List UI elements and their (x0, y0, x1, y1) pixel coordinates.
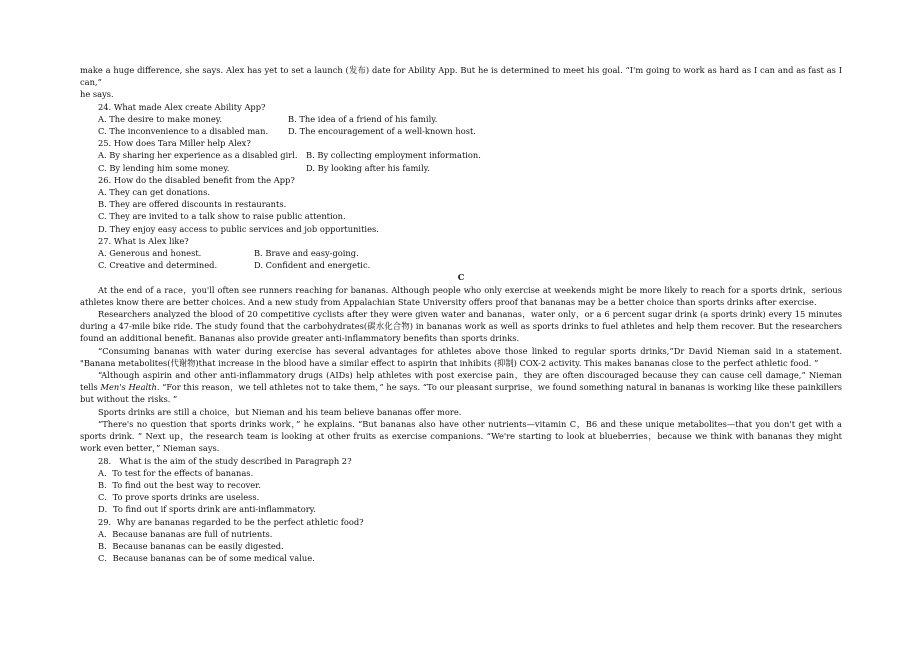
option: A．To test for the effects of bananas. (98, 467, 254, 478)
question-29: 29．Why are bananas regarded to be the perfect athletic food? (98, 516, 364, 527)
options-row (80, 149, 842, 161)
intro-line-1: make a huge difference, she says. Alex has yet to set a launch (发布) date for Ability App. But he is determined to meet his goal. “I'm going to work as hard as I can and as fast as I can,” (80, 65, 842, 88)
option: A．Because bananas are full of nutrients. (98, 528, 273, 539)
option: D. They enjoy easy access to public services and job opportunities. (98, 223, 379, 234)
option: B．Because bananas can be easily digested. (98, 540, 284, 551)
option: A. By sharing her experience as a disabled girl. (98, 150, 298, 161)
option: C．To prove sports drinks are useless. (98, 492, 260, 503)
option: B. The idea of a friend of his family. (288, 113, 438, 124)
section-heading: C (457, 272, 465, 283)
paragraph-4-text-b: . “For this reason，we tell athletes not to take them，” he says. “To our pleasant surprise，we found something natural in bananas is working like these painkillers but without the risks. ” (80, 382, 843, 405)
document-page (80, 64, 842, 564)
paragraph-1: At the end of a race，you'll often see runners reaching for bananas. Although people who only exercise at weekends might be more likely to reach for a sports drink，serious athletes know there are better choices. And a new study from Appalachian State University offers proof that bananas may be a better choice than sports drinks after exercise. (80, 284, 842, 307)
options-row (80, 125, 842, 137)
paragraph-6: “There's no question that sports drinks work，” he explains. “But bananas also have other nutrients—vitamin C，B6 and these unique metabolites—that you don't get with a sports drink. ” Next up，the research team is looking at other fruits as exercise companions. “We're starting to look at blueberries，because we think with bananas they might work even better，” Nieman says. (80, 418, 842, 454)
option: C. Creative and determined. (98, 260, 218, 271)
intro-line-2: he says. (80, 89, 114, 100)
option: D．To find out if sports drink are anti-inflammatory. (98, 504, 316, 515)
question-24: 24. What made Alex create Ability App? (98, 101, 266, 112)
question-28: 28. What is the aim of the study described in Paragraph 2? (98, 455, 352, 466)
option: A. Generous and honest. (98, 248, 202, 259)
option: B．To find out the best way to recover. (98, 479, 261, 490)
options-row (80, 247, 842, 259)
option: C. By lending him some money. (98, 162, 230, 173)
paragraph-3: “Consuming bananas with water during exercise has several advantages for athletes above those linked to regular sports drinks,”Dr David Nieman said in a statement. "Banana metabolites(代谢物)that increase in the blood have a similar effect to aspirin that inhibits (抑制) COX-2 activity. This makes bananas close to the perfect athletic food. ” (80, 345, 842, 368)
option: B. They are offered discounts in restaurants. (98, 199, 287, 210)
option: A. The desire to make money. (98, 113, 223, 124)
option: C. The inconvenience to a disabled man. (98, 126, 269, 137)
options-row (80, 113, 842, 125)
option: D. The encouragement of a well-known host. (288, 126, 476, 137)
question-26: 26. How do the disabled benefit from the App? (98, 174, 295, 185)
option: B. Brave and easy-going. (254, 248, 359, 259)
option: D. By looking after his family. (306, 162, 430, 173)
option: C. They are invited to a talk show to raise public attention. (98, 211, 346, 222)
paragraph-5: Sports drinks are still a choice，but Nieman and his team believe bananas offer more. (98, 406, 462, 417)
option: A. They can get donations. (98, 187, 210, 198)
magazine-title: Men's Health (100, 382, 157, 393)
options-row (80, 162, 842, 174)
options-row (80, 259, 842, 271)
paragraph-2: Researchers analyzed the blood of 20 competitive cyclists after they were given water and bananas，water only，or a 6 percent sugar drink (a sports drink) every 15 minutes during a 47-mile bike ride. The study found that the carbohydrates(碳水化合物) in bananas work as well as sports drinks to fuel athletes and help them recover. But the researchers found an additional benefit. Bananas also provide greater anti-inflammatory benefits than sports drinks. (80, 309, 842, 344)
paragraph-4-text-a: “Although aspirin and other anti-inflammatory drugs (AIDs) help athletes with post exercise pain，they are often discouraged because they can cause cell damage,” Nieman tells (80, 370, 842, 393)
option: C．Because bananas can be of some medical value. (98, 553, 315, 564)
paragraph-4 (80, 369, 842, 406)
question-27: 27. What is Alex like? (98, 235, 189, 246)
option: D. Confident and energetic. (254, 260, 371, 271)
question-25: 25. How does Tara Miller help Alex? (98, 138, 251, 149)
option: B. By collecting employment information. (306, 150, 481, 161)
